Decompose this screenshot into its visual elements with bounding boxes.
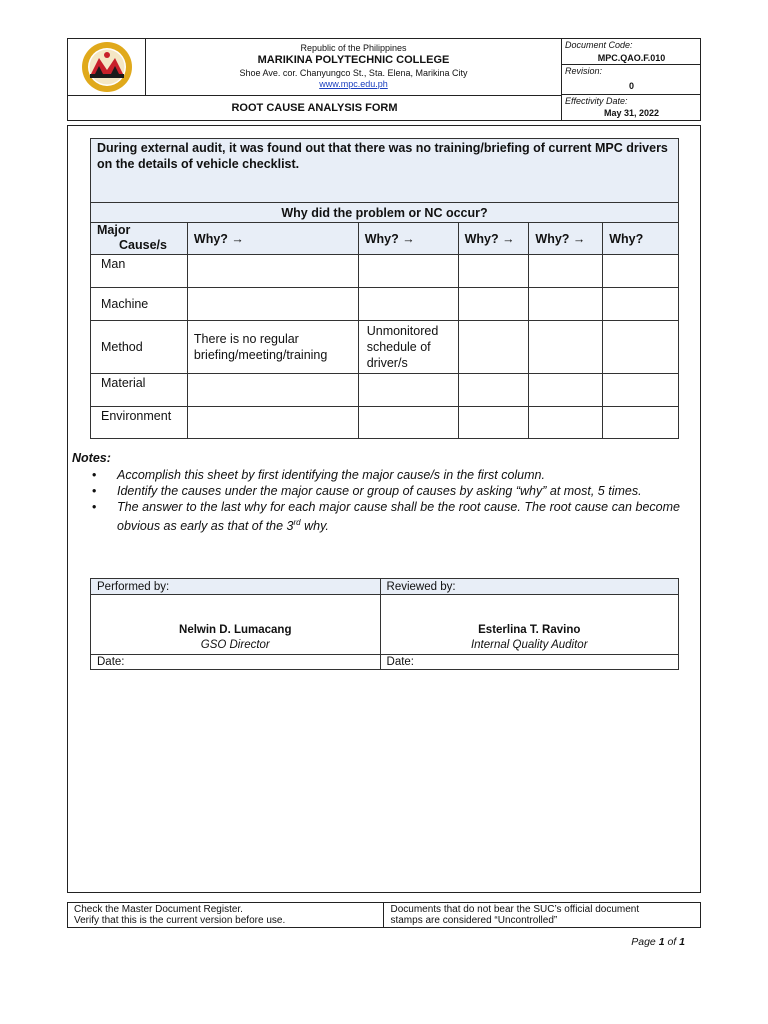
table-row [91, 407, 679, 439]
form-title-cell [68, 95, 562, 121]
effectivity-label: Effectivity Date: [565, 96, 628, 106]
doc-code-value: MPC.QAO.F.010 [597, 53, 666, 63]
doc-code-cell [562, 39, 701, 65]
problem-statement [91, 139, 679, 203]
footer-right-line2: stamps are considered “Uncontrolled” [390, 915, 558, 926]
why-heading: Why did the problem or NC occur? [281, 205, 488, 220]
performer-name: Nelwin D. Lumacang [179, 624, 292, 636]
page-word: Page [631, 936, 656, 948]
note-item [72, 483, 680, 499]
revision-label: Revision: [565, 66, 603, 76]
cause-cell: Material [91, 374, 188, 407]
notes-section [72, 450, 680, 534]
column-header-row [91, 223, 679, 255]
reviewed-by-label: Reviewed by: [380, 579, 678, 595]
why-header-5: Why? [603, 223, 679, 255]
institution-block [146, 39, 562, 95]
why2-cell[interactable] [358, 407, 458, 439]
why2-cell[interactable] [358, 255, 458, 288]
why4-cell[interactable] [529, 407, 603, 439]
address-text: Shoe Ave. cor. Chanyungco St., Sta. Elena, Marikina City [239, 68, 468, 78]
why-header-4: Why? → [529, 223, 603, 255]
reviewer-name: Esterlina T. Ravino [478, 624, 581, 636]
effectivity-value: May 31, 2022 [603, 108, 660, 118]
note-text: The answer to the last why for each major cause shall be the root cause. The root cause can become obvious as early as that of the 3 [117, 500, 680, 534]
notes-title: Notes: [72, 451, 111, 465]
college-seal-logo [76, 40, 138, 94]
why3-cell[interactable] [458, 288, 529, 321]
footer-right [384, 903, 701, 928]
footer-right-line1: Documents that do not bear the SUC’s official document [390, 904, 640, 915]
why4-cell[interactable] [529, 374, 603, 407]
of-word: of [667, 936, 677, 948]
note-tail: why. [300, 519, 329, 534]
cause-cell: Man [91, 255, 188, 288]
why5-cell[interactable] [603, 407, 679, 439]
website-link[interactable]: www.mpc.edu.ph [319, 79, 388, 89]
why3-cell[interactable] [458, 321, 529, 374]
cause-cell: Method [91, 321, 188, 374]
bullet-icon: • [92, 468, 97, 482]
reviewed-date-field[interactable]: Date: [380, 655, 678, 670]
major-cause-header [91, 223, 188, 255]
signature-table [90, 578, 679, 670]
root-cause-table [90, 138, 679, 439]
major-label: Major [97, 223, 131, 237]
table-row [91, 374, 679, 407]
note-item [72, 467, 680, 483]
page-number [631, 936, 685, 948]
note-text: Accomplish this sheet by first identifying the major cause/s in the first column. [117, 468, 545, 482]
why2-cell[interactable] [358, 374, 458, 407]
republic-text: Republic of the Philippines [300, 43, 407, 53]
page-total: 1 [679, 936, 685, 948]
signature-header-row [91, 579, 679, 595]
footer-left-line2: Verify that this is the current version before use. [74, 915, 286, 926]
college-name: MARIKINA POLYTECHNIC COLLEGE [257, 54, 450, 66]
problem-text: During external audit, it was found out that there was no training/briefing of current MPC drivers on the details of vehicle checklist. [97, 141, 668, 171]
cause-cell: Machine [91, 288, 188, 321]
why2-cell[interactable]: Unmonitored schedule of driver/s [358, 321, 458, 374]
document-header [67, 38, 701, 121]
note-item [72, 499, 680, 534]
reviewer-title: Internal Quality Auditor [470, 639, 588, 651]
performed-date-field[interactable]: Date: [91, 655, 381, 670]
why1-cell[interactable] [187, 374, 358, 407]
why1-cell[interactable] [187, 255, 358, 288]
footer-left-line1: Check the Master Document Register. [74, 904, 243, 915]
date-row [91, 655, 679, 670]
why1-cell[interactable] [187, 407, 358, 439]
revision-cell [562, 65, 701, 95]
revision-value: 0 [628, 81, 634, 91]
table-row [91, 255, 679, 288]
why3-cell[interactable] [458, 374, 529, 407]
cause-cell: Environment [91, 407, 188, 439]
footer-left [68, 903, 384, 928]
why4-cell[interactable] [529, 321, 603, 374]
reviewer-block[interactable] [380, 595, 678, 655]
note-text: Identify the causes under the major cause or group of causes by asking “why” at most, 5 times. [117, 484, 642, 498]
why1-cell[interactable]: There is no regular briefing/meeting/training [187, 321, 358, 374]
why4-cell[interactable] [529, 255, 603, 288]
why5-cell[interactable] [603, 255, 679, 288]
why5-cell[interactable] [603, 288, 679, 321]
why2-cell[interactable] [358, 288, 458, 321]
table-row [91, 321, 679, 374]
doc-code-label: Document Code: [565, 40, 633, 50]
why3-cell[interactable] [458, 255, 529, 288]
why3-cell[interactable] [458, 407, 529, 439]
why5-cell[interactable] [603, 374, 679, 407]
signature-row [91, 595, 679, 655]
page-current: 1 [658, 936, 665, 948]
form-title: ROOT CAUSE ANALYSIS FORM [231, 102, 398, 114]
note-superscript: rd [293, 518, 301, 527]
logo-cell [68, 39, 146, 95]
why1-cell[interactable] [187, 288, 358, 321]
why-header-3: Why? → [458, 223, 529, 255]
performer-block[interactable] [91, 595, 381, 655]
table-row [91, 288, 679, 321]
bullet-icon: • [92, 484, 97, 498]
performed-by-label: Performed by: [91, 579, 381, 595]
why-header-1: Why? → [187, 223, 358, 255]
why-header-2: Why? → [358, 223, 458, 255]
document-footer [67, 902, 701, 928]
why4-cell[interactable] [529, 288, 603, 321]
performer-title: GSO Director [200, 639, 270, 651]
bullet-icon: • [92, 500, 97, 514]
why-heading-row [91, 203, 679, 223]
effectivity-cell [562, 95, 701, 121]
causes-label: Cause/s [119, 238, 167, 252]
why5-cell[interactable] [603, 321, 679, 374]
